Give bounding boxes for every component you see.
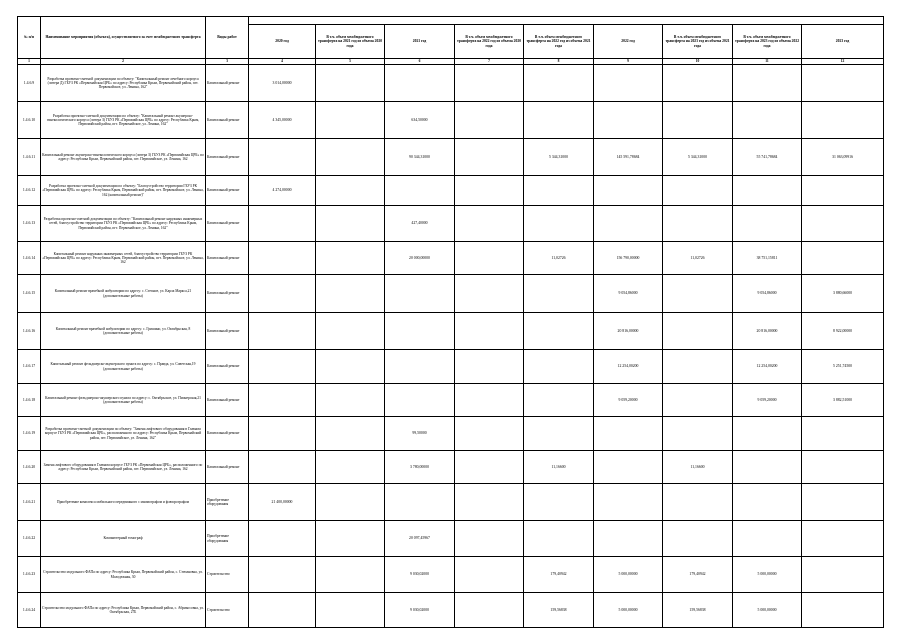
cell-2022-from-2020 — [455, 417, 524, 451]
column-index: 3 — [206, 59, 249, 65]
row-name: Разработка проектно-сметной документации по объекту: "Капитальный ремонт наружных инженерных сетей, благоустройство территории ГБУЗ РК «Первомайская ЦРБ» по адресу: Республика Крым, Первомайский район, пгт. Первомайское, ул. Ленина, 162" — [41, 206, 206, 242]
cell-2021-from-2020 — [316, 139, 385, 176]
cell-2021: 20 097,45967 — [385, 521, 455, 557]
cell-2023 — [802, 206, 884, 242]
cell-2022 — [594, 484, 663, 521]
cell-2022 — [594, 417, 663, 451]
cell-2023-from-2022: 9 059,20000 — [733, 384, 802, 417]
cell-2021: 427,40000 — [385, 206, 455, 242]
row-name: Разработка проектно-сметной документации по объекту: "Благоустройство территории ГБУЗ РК «Первомайская ЦРБ» по адресу: Республика Крым, Первомайский район, пгт. Первомайское, ул. Ленина, 162 (капитальный ремонт)" — [41, 176, 206, 206]
cell-2022-from-2021 — [524, 384, 594, 417]
cell-2022-from-2020 — [455, 139, 524, 176]
cell-2023 — [802, 65, 884, 102]
table-row — [18, 521, 884, 557]
row-name: Разработка проектно-сметной документации по объекту: "Замена лифтового оборудования в Главном корпусе ГБУЗ РК «Первомайская ЦРБ», расположенного по адресу: Республика Крым, Первомайский район, пгт. Первомайское, ул. Ленина, 162" — [41, 417, 206, 451]
row-kind: Капитальный ремонт — [206, 384, 249, 417]
cell-2023 — [802, 102, 884, 139]
table-row — [18, 65, 884, 102]
cell-2023-from-2021: 159,56838 — [663, 593, 733, 628]
cell-2020 — [249, 593, 316, 628]
cell-2021-from-2020 — [316, 275, 385, 313]
cell-2023-from-2021 — [663, 206, 733, 242]
table-row — [18, 139, 884, 176]
cell-2023-from-2022: 12 254,00200 — [733, 350, 802, 384]
row-name: Капитальный ремонт акушерско-гинекологического корпуса (литера З) ГБУЗ РК «Первомайская ЦРБ» по адресу: Республика Крым, Первомайский район, пгт. Первомайское, ул. Ленина, 162 — [41, 139, 206, 176]
cell-2023-from-2021 — [663, 484, 733, 521]
cell-2023-from-2022: 20 816,00000 — [733, 313, 802, 350]
table-row — [18, 275, 884, 313]
cell-2022: 5 000,00000 — [594, 593, 663, 628]
table-row — [18, 417, 884, 451]
table-row — [18, 384, 884, 417]
cell-2023-from-2021: 5 344,31000 — [663, 139, 733, 176]
funding-table — [17, 16, 884, 628]
cell-2023-from-2022: 9 054,86000 — [733, 275, 802, 313]
cell-2021-from-2020 — [316, 313, 385, 350]
cell-2021-from-2020 — [316, 484, 385, 521]
cell-2021-from-2020 — [316, 176, 385, 206]
cell-2021: 99,50000 — [385, 417, 455, 451]
cell-2022-from-2020 — [455, 176, 524, 206]
cell-2023: 5 251,74500 — [802, 350, 884, 384]
cell-2023-from-2022: 5 000,00000 — [733, 593, 802, 628]
cell-2020 — [249, 206, 316, 242]
cell-2023: 3 880,66000 — [802, 275, 884, 313]
cell-2022-from-2020 — [455, 484, 524, 521]
cell-2021-from-2020 — [316, 350, 385, 384]
cell-2022: 12 254,00200 — [594, 350, 663, 384]
cell-2022-from-2020 — [455, 593, 524, 628]
cell-2020: 4 274,00000 — [249, 176, 316, 206]
cell-2022: 156 790,00000 — [594, 242, 663, 275]
row-number: 1.4.6.10 — [18, 102, 41, 139]
row-number: 1.4.6.21 — [18, 484, 41, 521]
table-row — [18, 484, 884, 521]
cell-2020: 21 400,00000 — [249, 484, 316, 521]
cell-2021 — [385, 275, 455, 313]
row-number: 1.4.6.13 — [18, 206, 41, 242]
column-index: 1 — [18, 59, 41, 65]
column-index: 4 — [249, 59, 316, 65]
row-kind: Капитальный ремонт — [206, 102, 249, 139]
document-page — [17, 16, 884, 628]
row-number: 1.4.6.16 — [18, 313, 41, 350]
cell-2023-from-2022 — [733, 176, 802, 206]
cell-2021: 20 000,00000 — [385, 242, 455, 275]
cell-2022: 9 059,20000 — [594, 384, 663, 417]
cell-2020: 3 014,00000 — [249, 65, 316, 102]
column-index: 12 — [802, 59, 884, 65]
cell-2022-from-2020 — [455, 206, 524, 242]
cell-2022 — [594, 521, 663, 557]
cell-2021 — [385, 313, 455, 350]
cell-2022-from-2021 — [524, 417, 594, 451]
cell-2022: 20 816,00000 — [594, 313, 663, 350]
cell-2020 — [249, 384, 316, 417]
cell-2021-from-2020 — [316, 206, 385, 242]
cell-2022-from-2021: 159,56838 — [524, 593, 594, 628]
header-num: № п/п — [18, 17, 41, 59]
cell-2023-from-2021 — [663, 350, 733, 384]
row-kind: Приобретение оборудования — [206, 484, 249, 521]
column-index: 6 — [385, 59, 455, 65]
cell-2020 — [249, 557, 316, 593]
cell-2022-from-2021 — [524, 484, 594, 521]
cell-2023-from-2022 — [733, 417, 802, 451]
cell-2023-from-2021 — [663, 417, 733, 451]
row-name: Компьютерный томограф — [41, 521, 206, 557]
header-2020: 2020 год — [249, 25, 316, 59]
cell-2023: 31 063,09916 — [802, 139, 884, 176]
row-number: 1.4.6.20 — [18, 451, 41, 484]
cell-2023-from-2021 — [663, 275, 733, 313]
row-kind: Капитальный ремонт — [206, 313, 249, 350]
cell-2021: 90 344,31000 — [385, 139, 455, 176]
table-row — [18, 350, 884, 384]
cell-2022 — [594, 176, 663, 206]
column-index: 2 — [41, 59, 206, 65]
row-name: Разработка проектно-сметной документации по объекту: "Капитальный ремонт лечебного корпуса (литера Д) ГБУЗ РК «Первомайская ЦРБ» по адресу: Республика Крым, Первомайский район, пгт. Первомайское, ул. Ленина, 162" — [41, 65, 206, 102]
cell-2022-from-2021 — [524, 350, 594, 384]
cell-2022-from-2021: 179,40942 — [524, 557, 594, 593]
header-2023-from-2022: В т.ч. объем межбюджетного трансферта на 2023 год из объема 2022 года — [733, 25, 802, 59]
column-index: 7 — [455, 59, 524, 65]
row-name: Капитальный ремонт врачебной амбулатории по адресу: с. Гришино, ул. Октябрьская, 8 (дополнительные работы) — [41, 313, 206, 350]
cell-2021 — [385, 176, 455, 206]
cell-2021 — [385, 384, 455, 417]
header-2023-from-2021: В т.ч. объем межбюджетного трансферта на 2023 год из объема 2021 года — [663, 25, 733, 59]
cell-2023-from-2022: 55 741,78684 — [733, 139, 802, 176]
cell-2023-from-2021 — [663, 176, 733, 206]
row-number: 1.4.6.18 — [18, 384, 41, 417]
column-index: 10 — [663, 59, 733, 65]
cell-2021: 9 030,02000 — [385, 593, 455, 628]
cell-2021-from-2020 — [316, 65, 385, 102]
cell-2023-from-2021 — [663, 313, 733, 350]
cell-2023-from-2021 — [663, 65, 733, 102]
column-index: 5 — [316, 59, 385, 65]
cell-2023 — [802, 593, 884, 628]
cell-2023 — [802, 521, 884, 557]
cell-2023-from-2021: 179,40942 — [663, 557, 733, 593]
row-kind: Капитальный ремонт — [206, 275, 249, 313]
table-row — [18, 557, 884, 593]
cell-2020 — [249, 417, 316, 451]
table-row — [18, 242, 884, 275]
column-index: 9 — [594, 59, 663, 65]
row-kind: Капитальный ремонт — [206, 176, 249, 206]
cell-2023-from-2022 — [733, 65, 802, 102]
cell-2022: 5 000,00000 — [594, 557, 663, 593]
row-number: 1.4.6.23 — [18, 557, 41, 593]
row-name: Разработка проектно-сметной документации по объекту: "Капитальный ремонт акушерско-гинекологического корпуса (литера З) ГБУЗ РК «Первомайская ЦРБ» по адресу: Республика Крым, Первомайский район, пгт. Первомайское, ул. Ленина, 162" — [41, 102, 206, 139]
cell-2023-from-2022: 5 000,00000 — [733, 557, 802, 593]
cell-2023-from-2022 — [733, 521, 802, 557]
cell-2021-from-2020 — [316, 593, 385, 628]
header-2022-from-2021: В т.ч. объем межбюджетного трансферта на 2022 год из объема 2021 года — [524, 25, 594, 59]
row-name: Капитальный ремонт фельдшерско-акушерского пункта по адресу: с. Правда, ул. Советская,19 (дополнительные работы) — [41, 350, 206, 384]
cell-2022 — [594, 65, 663, 102]
row-kind: Капитальный ремонт — [206, 242, 249, 275]
cell-2022: 145 591,78684 — [594, 139, 663, 176]
column-index: 11 — [733, 59, 802, 65]
header-top-row — [18, 17, 884, 25]
cell-2022-from-2020 — [455, 521, 524, 557]
row-number: 1.4.6.19 — [18, 417, 41, 451]
header-group-blank — [249, 17, 884, 25]
cell-2022-from-2020 — [455, 102, 524, 139]
row-name: Капитальный ремонт наружных инженерных сетей, благоустройство территории ГБУЗ РК «Первомайская ЦРБ» по адресу: Республика Крым, Первомайский район, пгт. Первомайское, ул. Ленина, 162 — [41, 242, 206, 275]
cell-2021-from-2020 — [316, 557, 385, 593]
cell-2021-from-2020 — [316, 242, 385, 275]
header-2021-from-2020: В т.ч. объем межбюджетного трансферта на 2021 год из объема 2020 года — [316, 25, 385, 59]
row-number: 1.4.6.11 — [18, 139, 41, 176]
header-2022-from-2020: В т.ч. объем межбюджетного трансферта на 2022 год из объема 2020 года — [455, 25, 524, 59]
table-row — [18, 313, 884, 350]
row-kind: Капитальный ремонт — [206, 417, 249, 451]
cell-2020 — [249, 139, 316, 176]
header-2023: 2023 год — [802, 25, 884, 59]
cell-2023-from-2021: 11,02726 — [663, 242, 733, 275]
table-row — [18, 176, 884, 206]
cell-2020 — [249, 451, 316, 484]
cell-2022-from-2021 — [524, 102, 594, 139]
row-name: Приобретение комплекса мобильного передвижного с маммографом и флюорографом — [41, 484, 206, 521]
cell-2023-from-2022 — [733, 102, 802, 139]
cell-2022-from-2021 — [524, 521, 594, 557]
cell-2023 — [802, 417, 884, 451]
cell-2021 — [385, 350, 455, 384]
cell-2021-from-2020 — [316, 102, 385, 139]
row-number: 1.4.6.24 — [18, 593, 41, 628]
table-row — [18, 102, 884, 139]
cell-2020: 4 345,00000 — [249, 102, 316, 139]
cell-2022-from-2020 — [455, 384, 524, 417]
cell-2022-from-2021 — [524, 275, 594, 313]
cell-2020 — [249, 242, 316, 275]
header-kind: Виды работ — [206, 17, 249, 59]
cell-2023-from-2021 — [663, 521, 733, 557]
row-name: Капитальный ремонт врачебной амбулатории по адресу: с. Степное, ул. Карла Маркса,21 (дополнительные работы) — [41, 275, 206, 313]
cell-2022-from-2021: 5 344,31000 — [524, 139, 594, 176]
table-row — [18, 593, 884, 628]
row-name: Замена лифтового оборудования в Главном корпусе ГБУЗ РК «Первомайская ЦРБ», расположенного по адресу: Республика Крым, Первомайский район, пгт. Первомайское, ул. Ленина, 162 — [41, 451, 206, 484]
table-row — [18, 451, 884, 484]
cell-2023 — [802, 557, 884, 593]
cell-2021: 9 030,02000 — [385, 557, 455, 593]
cell-2022-from-2020 — [455, 313, 524, 350]
cell-2022: 9 054,86000 — [594, 275, 663, 313]
row-number: 1.4.6.17 — [18, 350, 41, 384]
cell-2023 — [802, 242, 884, 275]
cell-2022-from-2020 — [455, 275, 524, 313]
cell-2021 — [385, 484, 455, 521]
cell-2021 — [385, 65, 455, 102]
row-number: 1.4.6.12 — [18, 176, 41, 206]
table-row — [18, 206, 884, 242]
cell-2022-from-2021 — [524, 206, 594, 242]
cell-2022 — [594, 102, 663, 139]
cell-2022-from-2021: 11,02726 — [524, 242, 594, 275]
row-number: 1.4.6.14 — [18, 242, 41, 275]
cell-2021: 3 780,00000 — [385, 451, 455, 484]
row-kind: Капитальный ремонт — [206, 139, 249, 176]
cell-2023-from-2021 — [663, 102, 733, 139]
column-index: 8 — [524, 59, 594, 65]
cell-2023: 3 882,51000 — [802, 384, 884, 417]
cell-2023-from-2022 — [733, 206, 802, 242]
cell-2022-from-2020 — [455, 557, 524, 593]
cell-2023 — [802, 484, 884, 521]
cell-2022-from-2021 — [524, 313, 594, 350]
cell-2023-from-2022: 38 751,15811 — [733, 242, 802, 275]
cell-2022-from-2020 — [455, 242, 524, 275]
cell-2022-from-2020 — [455, 451, 524, 484]
cell-2021-from-2020 — [316, 384, 385, 417]
header-name: Наименование мероприятия (объекта), осуществляемого за счет межбюджетного трансферта — [41, 17, 206, 59]
header-2021: 2021 год — [385, 25, 455, 59]
row-name: Строительство модульного ФАПа по адресу: Республика Крым, Первомайский район, с. Абрикосовка, ул. Октябрьская, 27Б — [41, 593, 206, 628]
cell-2023 — [802, 176, 884, 206]
row-kind: Капитальный ремонт — [206, 451, 249, 484]
cell-2022 — [594, 451, 663, 484]
cell-2021-from-2020 — [316, 417, 385, 451]
header-2022: 2022 год — [594, 25, 663, 59]
cell-2020 — [249, 350, 316, 384]
cell-2020 — [249, 275, 316, 313]
cell-2022-from-2021 — [524, 176, 594, 206]
cell-2021-from-2020 — [316, 451, 385, 484]
row-kind: Приобретение оборудования — [206, 521, 249, 557]
row-number: 1.4.6.15 — [18, 275, 41, 313]
row-kind: Капитальный ремонт — [206, 65, 249, 102]
cell-2021-from-2020 — [316, 521, 385, 557]
row-name: Капитальный ремонт фельдшерско-акушерского пункта по адресу: с. Октябрьское, ул. Пионерская,21 (дополнительные работы) — [41, 384, 206, 417]
cell-2022-from-2021: 11,16600 — [524, 451, 594, 484]
cell-2023-from-2022 — [733, 484, 802, 521]
cell-2023 — [802, 451, 884, 484]
cell-2022-from-2020 — [455, 65, 524, 102]
cell-2022 — [594, 206, 663, 242]
row-kind: Капитальный ремонт — [206, 350, 249, 384]
row-kind: Капитальный ремонт — [206, 206, 249, 242]
row-kind: Строительство — [206, 593, 249, 628]
cell-2021: 634,50000 — [385, 102, 455, 139]
row-name: Строительство модульного ФАПа по адресу: Республика Крым, Первомайский район, с. Степановка, ул. Молодежная, 30 — [41, 557, 206, 593]
cell-2020 — [249, 313, 316, 350]
cell-2023: 8 922,00000 — [802, 313, 884, 350]
cell-2023-from-2021 — [663, 384, 733, 417]
cell-2022-from-2021 — [524, 65, 594, 102]
row-number: 1.4.6.9 — [18, 65, 41, 102]
cell-2023-from-2021: 11,16600 — [663, 451, 733, 484]
row-kind: Строительство — [206, 557, 249, 593]
cell-2022-from-2020 — [455, 350, 524, 384]
cell-2023-from-2022 — [733, 451, 802, 484]
cell-2020 — [249, 521, 316, 557]
row-number: 1.4.6.22 — [18, 521, 41, 557]
